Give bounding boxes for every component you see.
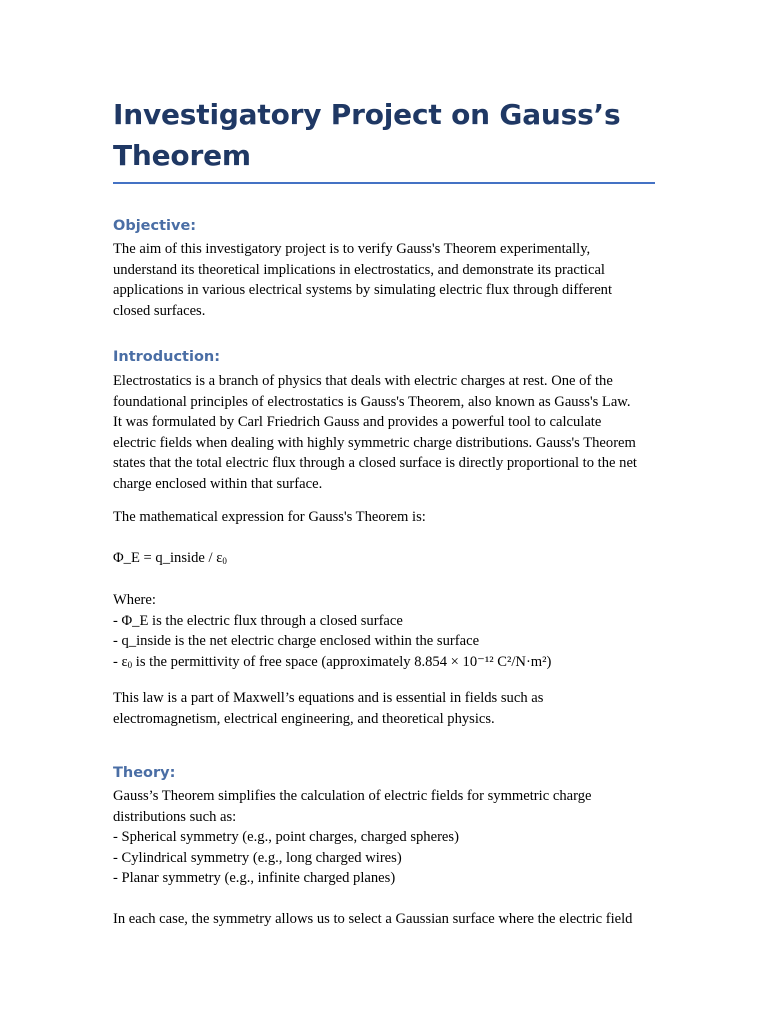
theory-heading: Theory: <box>113 765 176 781</box>
theory-list-item: - Spherical symmetry (e.g., point charges, charged spheres) <box>113 829 459 845</box>
document-title: Investigatory Project on Gauss’s Theorem <box>113 94 655 184</box>
introduction-heading: Introduction: <box>113 349 221 365</box>
maxwell-line: This law is a part of Maxwell’s equations and is essential in fields such as <box>113 690 544 706</box>
where-item <box>113 631 655 652</box>
maxwell-line: electromagnetism, electrical engineering, and theoretical physics. <box>113 710 495 727</box>
formula-subscript: 0 <box>222 555 227 566</box>
gauss-formula <box>113 548 655 572</box>
objective-line: closed surfaces. <box>113 302 206 319</box>
objective-line: understand its theoretical implications in electrostatics, and demonstrate its practical <box>113 261 605 278</box>
formula-main: Φ_E = q_inside / ε <box>113 549 223 566</box>
theory-list-item: - Cylindrical symmetry (e.g., long charged wires) <box>113 849 402 866</box>
objective-line: The aim of this investigatory project is to verify Gauss's Theorem experimentally, <box>113 241 591 257</box>
introduction-line: states that the total electric flux through a closed surface is directly proportional to the net <box>113 455 637 471</box>
each-case-paragraph: In each case, the symmetry allows us to select a Gaussian surface where the electric field <box>113 910 633 927</box>
where-block <box>113 590 655 675</box>
objective-heading: Objective: <box>113 218 197 234</box>
where-item-text: - Φ_E is the electric flux through a closed surface <box>113 612 403 629</box>
theory-paragraph <box>113 786 655 889</box>
where-item-text: - q_inside is the net electric charge enclosed within the surface <box>113 633 480 649</box>
introduction-line: It was formulated by Carl Friedrich Gauss and provides a powerful tool to calculate <box>113 414 602 430</box>
introduction-line: Electrostatics is a branch of physics that deals with electric charges at rest. One of the <box>113 373 613 389</box>
math-intro-paragraph: The mathematical expression for Gauss's Theorem is: <box>113 509 426 525</box>
where-label: Where: <box>113 592 156 608</box>
maxwell-paragraph <box>113 688 655 729</box>
introduction-line: electric fields when dealing with highly symmetric charge distributions. Gauss's Theorem <box>113 434 636 451</box>
objective-line: applications in various electrical systems by simulating electric flux through different <box>113 282 613 298</box>
introduction-line: foundational principles of electrostatics is Gauss's Theorem, also known as Gauss's Law. <box>113 393 631 410</box>
where-item <box>113 652 655 676</box>
document-body <box>113 94 655 929</box>
where-item-text: is the permittivity of free space (approximately 8.854 × 10⁻¹² C²/N·m²) <box>132 653 552 670</box>
where-item-text: - ε <box>113 653 128 670</box>
introduction-paragraph <box>113 371 655 494</box>
theory-line: distributions such as: <box>113 808 237 825</box>
where-item-subscript: 0 <box>127 659 133 670</box>
introduction-line: charge enclosed within that surface. <box>113 475 323 492</box>
theory-line: Gauss’s Theorem simplifies the calculation of electric fields for symmetric charge <box>113 788 592 804</box>
theory-list-item: - Planar symmetry (e.g., infinite charged planes) <box>113 870 396 886</box>
objective-paragraph <box>113 239 655 321</box>
where-item <box>113 611 655 632</box>
